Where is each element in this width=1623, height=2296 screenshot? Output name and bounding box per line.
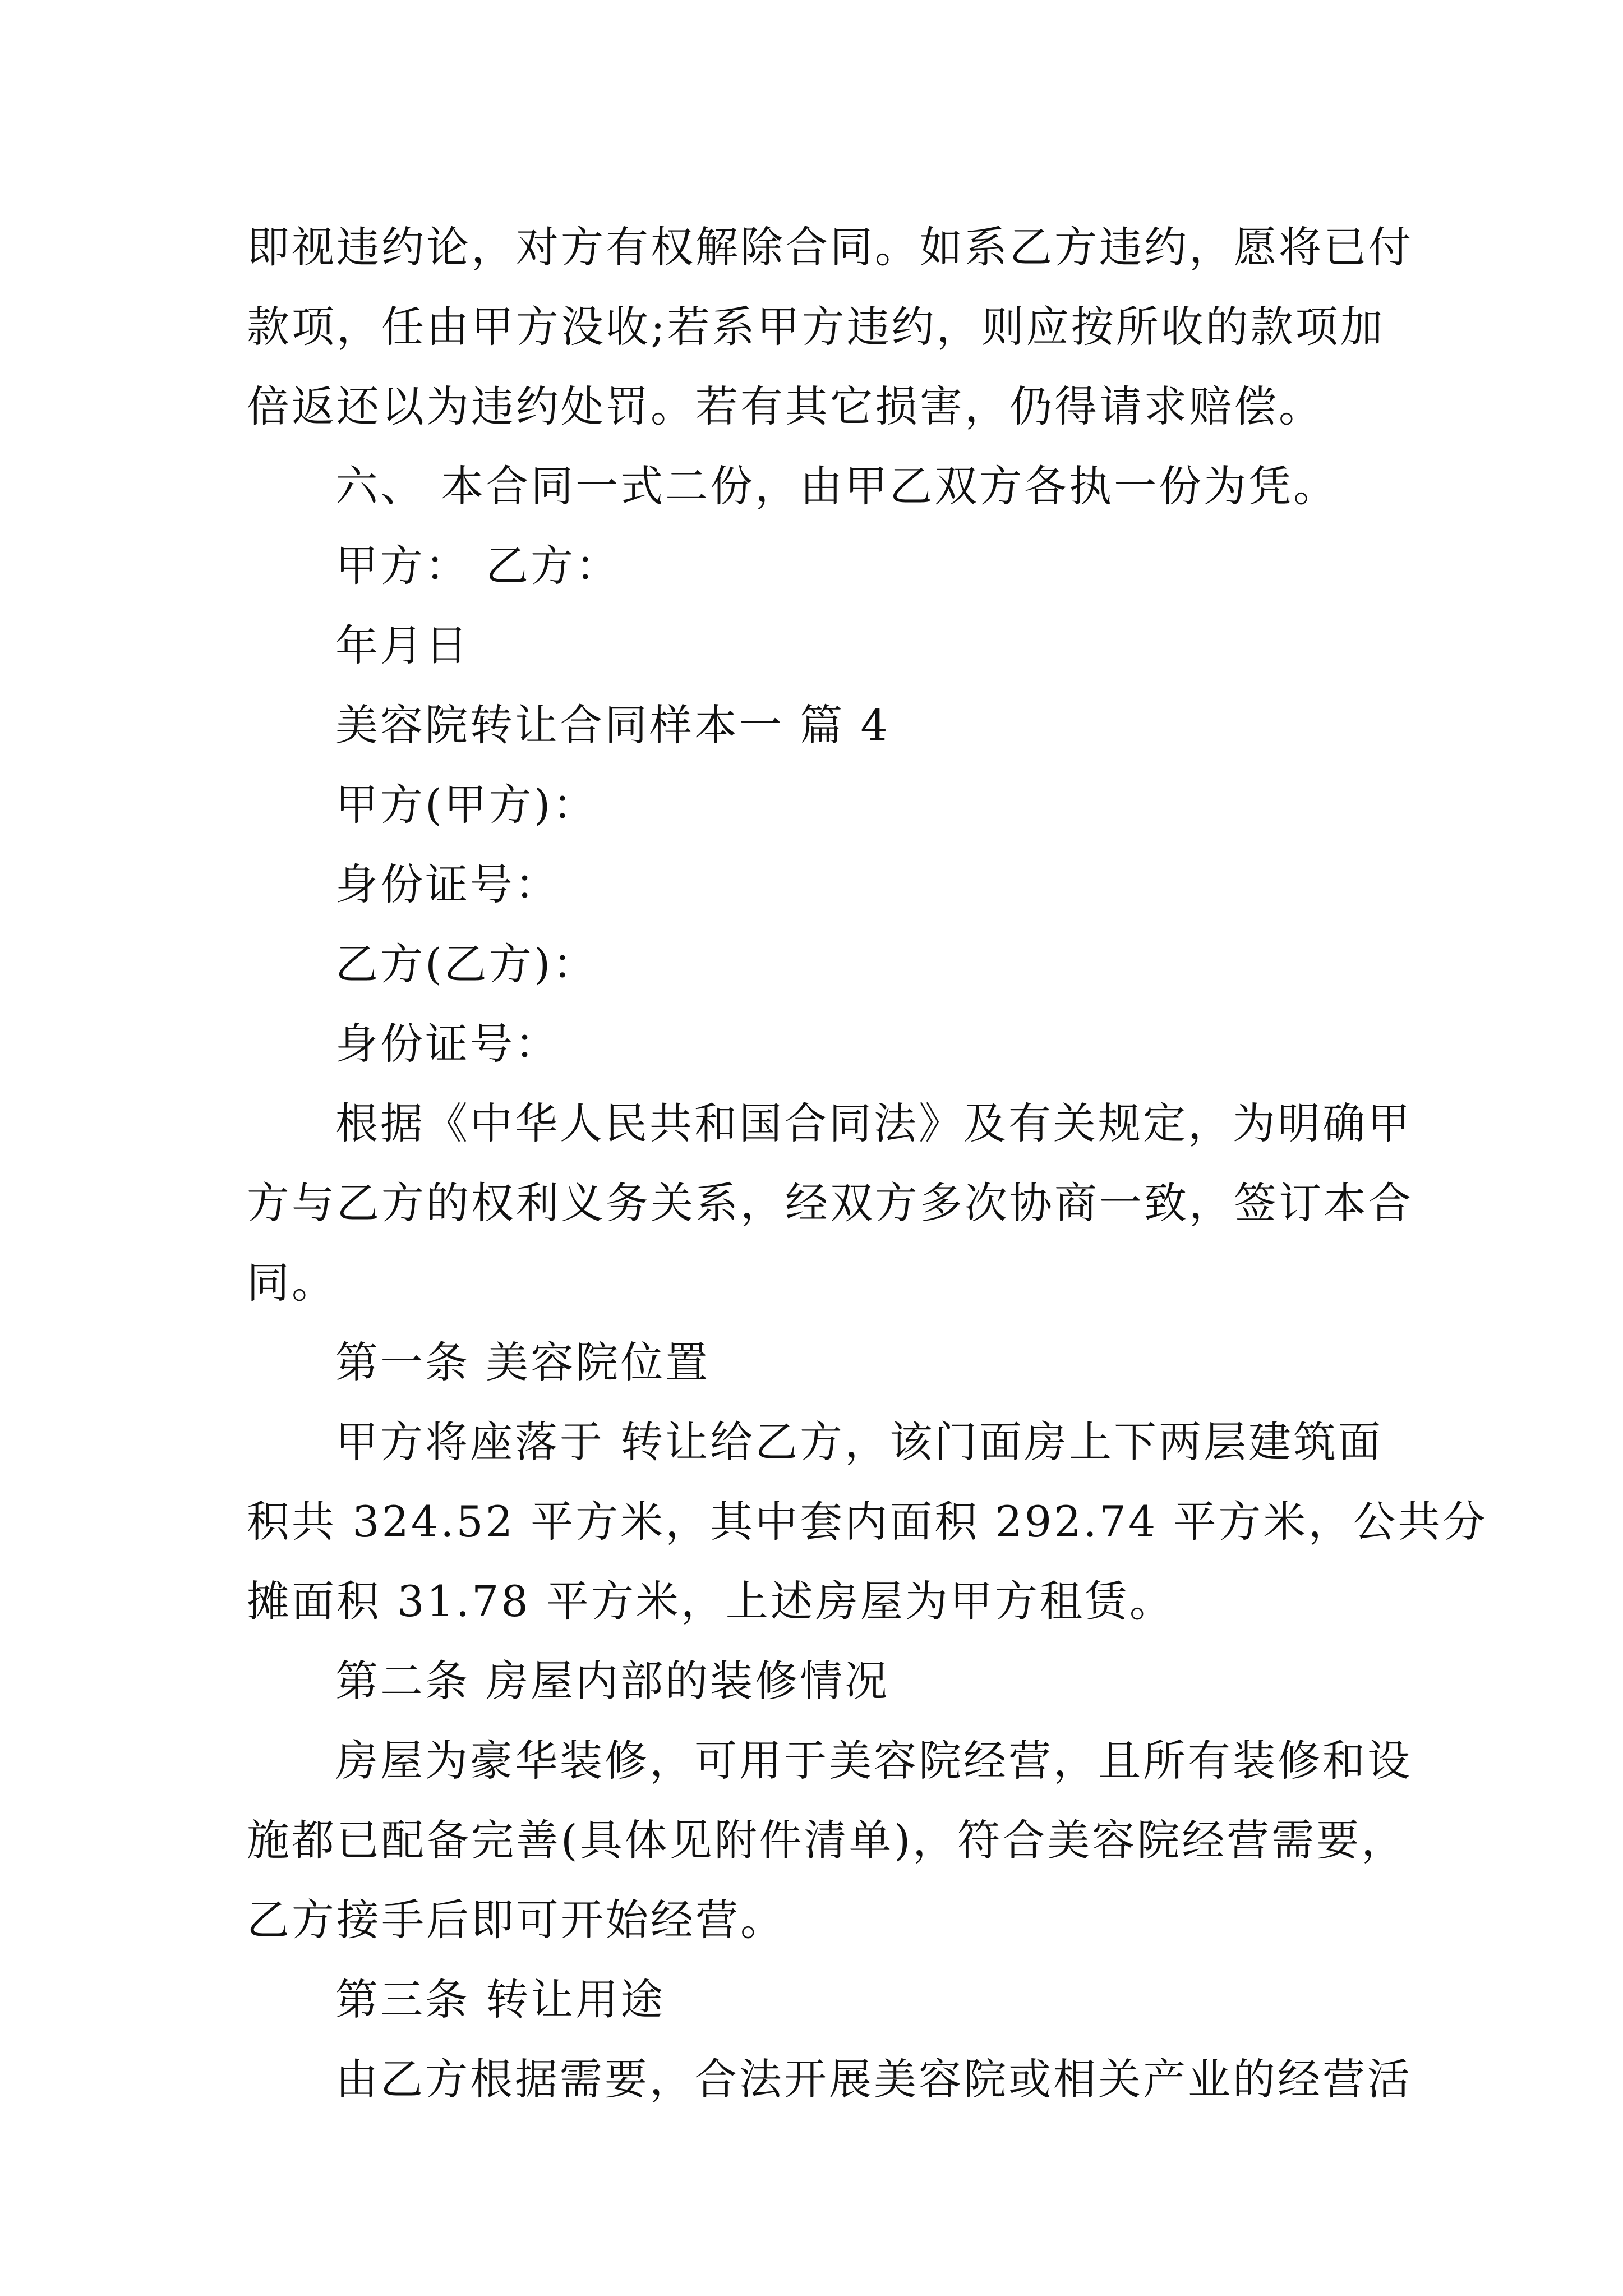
article-one-heading: 第一条 美容院位置 bbox=[335, 1337, 711, 1387]
party-a-line: 甲方(甲方)： bbox=[335, 780, 598, 830]
text-line: 倍返还以为违约处罚。若有其它损害，仍得请求赔偿。 bbox=[247, 381, 1324, 431]
article-two-heading: 第二条 房屋内部的装修情况 bbox=[335, 1656, 890, 1706]
article-three-heading: 第三条 转让用途 bbox=[335, 1975, 666, 2024]
text-line: 款项，任由甲方没收;若系甲方违约，则应按所收的款项加 bbox=[247, 302, 1385, 352]
section-title: 美容院转让合同样本一 篇 4 bbox=[335, 700, 890, 750]
preamble-line: 同。 bbox=[247, 1258, 336, 1308]
article-one-text: 积共 324.52 平方米，其中套内面积 292.74 平方米，公共分 bbox=[247, 1497, 1488, 1547]
article-two-text: 乙方接手后即可开始经营。 bbox=[247, 1895, 785, 1945]
article-one-text: 摊面积 31.78 平方米，上述房屋为甲方租赁。 bbox=[247, 1576, 1174, 1626]
signature-parties-line: 甲方： 乙方： bbox=[335, 541, 621, 591]
article-three-text: 由乙方根据需要，合法开展美容院或相关产业的经营活 bbox=[335, 2054, 1412, 2104]
article-two-text: 施都已配备完善(具体见附件清单)，符合美容院经营需要， bbox=[247, 1815, 1407, 1865]
article-two-text: 房屋为豪华装修，可用于美容院经营，且所有装修和设 bbox=[335, 1736, 1412, 1786]
party-b-line: 乙方(乙方)： bbox=[335, 939, 598, 989]
preamble-line: 方与乙方的权利义务关系，经双方多次协商一致，签订本合 bbox=[247, 1178, 1413, 1228]
clause-six-line: 六、 本合同一式二份，由甲乙双方各执一份为凭。 bbox=[335, 461, 1339, 511]
date-line: 年月日 bbox=[335, 620, 470, 670]
contract-text-body bbox=[247, 208, 1488, 2119]
preamble-line: 根据《中华人民共和国合同法》及有关规定，为明确甲 bbox=[335, 1098, 1412, 1148]
text-line: 即视违约论，对方有权解除合同。如系乙方违约，愿将已付 bbox=[247, 222, 1413, 272]
party-a-id-line: 身份证号： bbox=[335, 859, 560, 909]
article-one-text: 甲方将座落于 转让给乙方，该门面房上下两层建筑面 bbox=[335, 1417, 1384, 1467]
party-b-id-line: 身份证号： bbox=[335, 1019, 560, 1069]
